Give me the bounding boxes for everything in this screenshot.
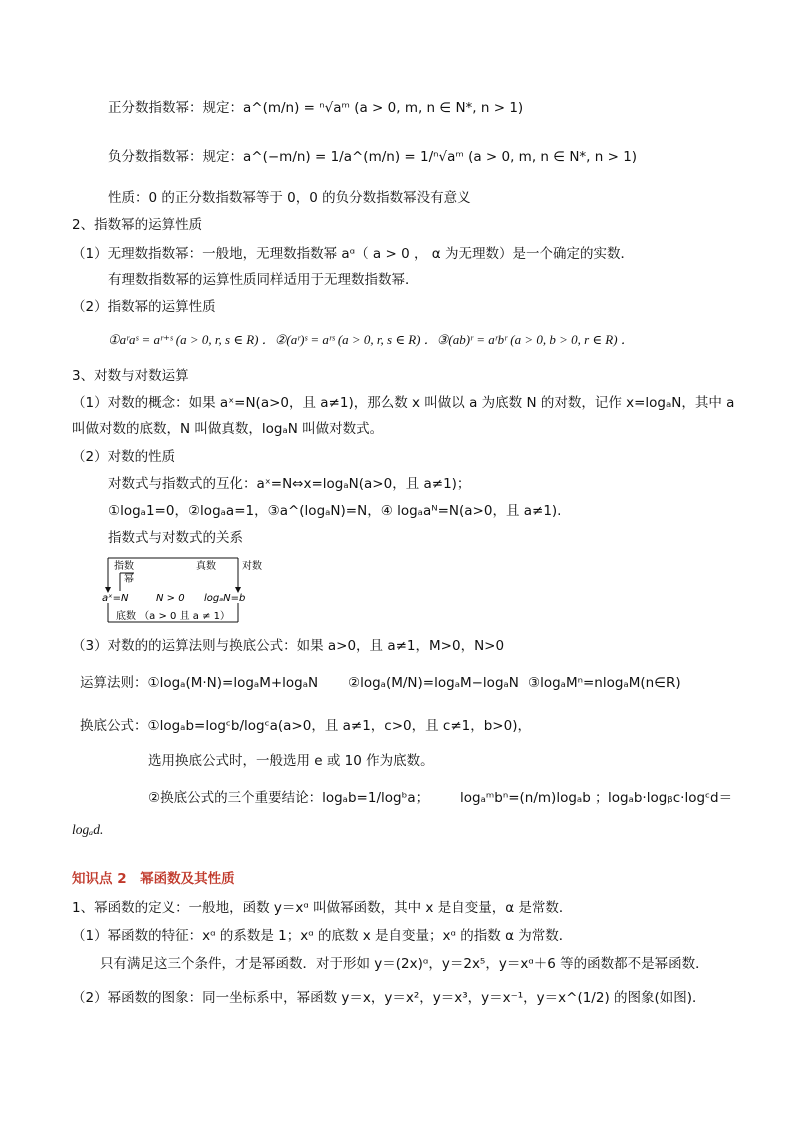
change-of-base-conclusion-1: ②换底公式的三个重要结论：logₐb=1/logᵇa； (148, 790, 430, 806)
diagram-label-log: 对数 (242, 561, 262, 572)
logarithm-definition-cont: 叫做对数的底数，N 叫做真数，logₐN 叫做对数式。 (72, 421, 384, 437)
knowledge-point-2-heading: 知识点 2 幂函数及其性质 (72, 871, 235, 887)
log-exp-conversion: 对数式与指数式的互化：aˣ=N⇔x=logₐN(a>0，且 a≠1)； (108, 476, 471, 492)
log-operation-rule-1: 运算法则：①logₐ(M·N)=logₐM+logₐN (80, 675, 319, 691)
positive-fractional-exponent-rule: 正分数指数幂：规定：a^(m/n) = ⁿ√aᵐ (a > 0, m, n ∈ N*, n > 1) (108, 100, 524, 116)
subheading-exponent-operations: （2）指数幂的运算性质 (72, 299, 216, 315)
rational-exponent-rules-apply: 有理数指数幂的运算性质同样适用于无理数指数幂． (108, 272, 419, 288)
power-function-conditions: 只有满足这三个条件，才是幂函数．对于形如 y＝(2x)ᵅ，y＝2x⁵，y＝xᵅ＋6 等的函数都不是幂函数． (100, 956, 709, 972)
diagram-formula-exp: aˣ=N (102, 593, 129, 604)
change-of-base-conclusion-2: logₐᵐbⁿ=(n/m)logₐb ； (460, 790, 609, 806)
change-of-base-conclusion-3-cont: logₐd. (72, 822, 104, 837)
diagram-label-exponent: 指数 (114, 561, 134, 572)
exponent-operation-formulas: ①aʳaˢ = aʳ⁺ˢ (a > 0, r, s ∈ R) ．②(aʳ)ˢ = aʳˢ (a > 0, r, s ∈ R) ．③(ab)ʳ = aʳbʳ (a > 0, b > 0, r ∈ R) ． (108, 332, 634, 347)
exp-log-relation-label: 指数式与对数式的关系 (108, 530, 243, 546)
log-operation-rule-3: ③logₐMⁿ=nlogₐM(n∈R) (528, 675, 681, 691)
change-of-base-conclusion-3: logₐb·logᵦc·logᶜd＝ (608, 790, 733, 806)
diagram-label-base: 底数 （a > 0 且 a ≠ 1） (116, 611, 230, 622)
zero-exponent-property: 性质：0 的正分数指数幂等于 0，0 的负分数指数幂没有意义 (108, 190, 471, 206)
log-rules-intro: （3）对数的的运算法则与换底公式：如果 a>0，且 a≠1，M>0，N>0 (72, 638, 505, 654)
change-of-base-note: 选用换底公式时，一般选用 e 或 10 作为底数。 (148, 753, 434, 769)
subheading-log-properties: （2）对数的性质 (72, 449, 176, 465)
change-of-base-formula: 换底公式：①logₐb=logᶜb/logᶜa(a>0，且 a≠1，c>0，且 c≠1，b>0)， (80, 718, 531, 734)
logarithm-definition: （1）对数的概念：如果 aˣ=N(a>0，且 a≠1)，那么数 x 叫做以 a 为底数 N 的对数，记作 x=logₐN，其中 a (72, 395, 735, 411)
section-heading-exponent-properties: 2、指数幂的运算性质 (72, 217, 203, 233)
power-function-definition: 1、幂函数的定义：一般地，函数 y＝xᵅ 叫做幂函数，其中 x 是自变量，α 是常数． (72, 900, 573, 916)
exp-log-relation-diagram (100, 555, 270, 627)
diagram-label-antilog: 真数 (196, 561, 216, 572)
diagram-formula-positive: N > 0 (156, 593, 185, 604)
negative-fractional-exponent-rule: 负分数指数幂：规定：a^(−m/n) = 1/a^(m/n) = 1/ⁿ√aᵐ (a > 0, m, n ∈ N*, n > 1) (108, 149, 638, 165)
section-heading-logarithms: 3、对数与对数运算 (72, 368, 189, 384)
power-function-features: （1）幂函数的特征：xᵅ 的系数是 1；xᵅ 的底数 x 是自变量；xᵅ 的指数 α 为常数． (72, 928, 573, 944)
log-operation-rule-2: ②logₐ(M/N)=logₐM−logₐN (348, 675, 519, 691)
diagram-label-power: 幂 (124, 574, 134, 585)
log-basic-properties: ①logₐ1=0，②logₐa=1，③a^(logₐN)=N，④ logₐaᴺ=N(a>0，且 a≠1). (108, 503, 562, 519)
irrational-exponent-text: （1）无理数指数幂：一般地，无理数指数幂 aᵅ（ a > 0 ， α 为无理数）是一个确定的实数． (72, 246, 634, 262)
diagram-formula-log: logₐN=b (204, 593, 246, 604)
power-function-graphs: （2）幂函数的图象：同一坐标系中，幂函数 y＝x，y＝x²，y＝x³，y＝x⁻¹，y＝x^(1/2) 的图象(如图)． (72, 990, 706, 1006)
